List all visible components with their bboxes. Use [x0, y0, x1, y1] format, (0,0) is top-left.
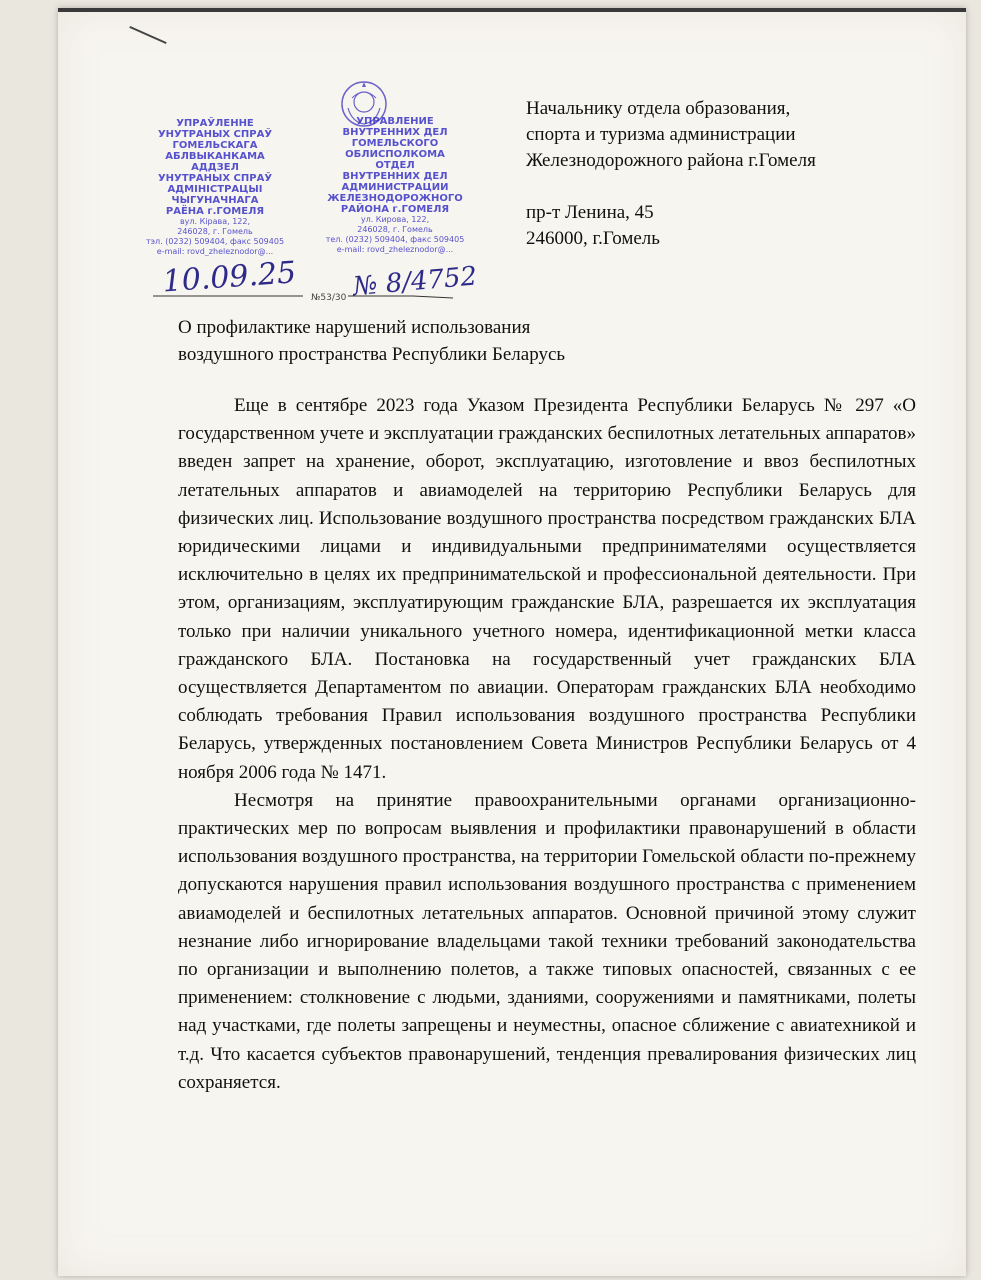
- stamp-address: вул. Кірава, 122,: [179, 217, 251, 226]
- body-paragraph: Еще в сентябре 2023 года Указом Президента Республики Беларусь № 297 «О государственном учете и эксплуатации гражданских беспилотных летательных аппаратов» введен запрет на хранение, оборот, эксплуатацию, изготовление и ввоз беспилотных летательных аппаратов и авиамоделей на территорию Республики Беларусь для физических лиц. Использование воздушного пространства посредством гражданских БЛА юридическими лицами и индивидуальными предпринимателями осуществляется исключительно в целях их предпринимательской и профессиональной деятельности. При этом, организациям, эксплуатирующим гражданские БЛА, разрешается их эксплуатация только при наличии уникального учетного номера, идентификационной метки класса гражданского БЛА. Постановка на государственный учет гражданских БЛА осуществляется Департаментом по авиации. Операторам гражданских БЛА необходимо соблюдать требования Правил использования воздушного пространства Республики Беларусь, утвержденных постановлением Совета Министров Республики Беларусь от 4 ноября 2006 года № 1471.: [178, 395, 916, 783]
- addressee-city: 246000, г.Гомель: [526, 228, 660, 249]
- addressee-street: пр-т Ленина, 45: [526, 202, 654, 223]
- letterhead-stamp-russian: [320, 116, 470, 255]
- stamp-line: ВНУТРЕННИХ ДЕЛ: [342, 171, 448, 182]
- subject-line: воздушного пространства Республики Беларусь: [178, 344, 566, 365]
- subject-line: О профилактике нарушений использования: [178, 317, 531, 338]
- stamp-phone: тэл. (0232) 509404, факс 509405: [145, 237, 285, 246]
- stamp-line: УПРАВЛЕНИЕ: [356, 116, 434, 127]
- stamp-address: ул. Кирова, 122,: [360, 215, 430, 224]
- pen-mark: [129, 26, 166, 44]
- stamp-line: РАЙОНА г.ГОМЕЛЯ: [340, 204, 450, 215]
- registration-date: 10.09.25: [161, 255, 298, 300]
- stamp-city: 246028, г. Гомель: [357, 225, 433, 234]
- stamp-line: УПРАЎЛЕННЕ: [176, 118, 254, 129]
- addressee-line: Железнодорожного района г.Гомеля: [526, 150, 816, 171]
- stamp-line: ЧЫГУНАЧНАГА: [171, 195, 259, 206]
- addressee-line: спорта и туризма администрации: [526, 124, 796, 145]
- letter-body: [178, 392, 916, 1097]
- stamp-line: АДМИНИСТРАЦИИ: [341, 182, 449, 193]
- stamp-line: АДМІНІСТРАЦЫІ: [167, 184, 263, 195]
- stamp-line: ГОМЕЛЬСКАГА: [172, 140, 258, 151]
- stamp-line: РАЁНА г.ГОМЕЛЯ: [165, 206, 265, 217]
- stamp-phone: тел. (0232) 509404, факс 509405: [325, 235, 465, 244]
- handwritten-registration: [153, 254, 513, 304]
- stamp-line: ОТДЕЛ: [375, 160, 415, 171]
- scan-edge: [58, 8, 966, 12]
- registration-number: № 8/4752: [351, 261, 479, 303]
- body-paragraph: Несмотря на принятие правоохранительными органами организационно-практических мер по вопросам выявления и профилактики правонарушений в области использования воздушного пространства, на территории Гомельской области по-прежнему допускаются нарушения правил использования воздушного пространства с применением авиамоделей и беспилотных летательных аппаратов. Основной причиной этому служит незнание либо игнорирование владельцами такой техники требований законодательства по организации и выполнению полетов, а также типовых опасностей, связанных с ее применением: столкновение с людьми, зданиями, сооружениями и памятниками, полеты над участками, где полеты запрещены и неуместны, опасное сближение с авиатехникой и т.д. Что касается субъектов правонарушений, тенденция превалирования физических лиц сохраняется.: [178, 789, 916, 1093]
- letter-subject: [178, 314, 698, 368]
- stamp-email: e-mail: rovd_zheleznodor@...: [336, 245, 454, 254]
- addressee-block: [526, 96, 946, 252]
- stamp-line: ОБЛИСПОЛКОМА: [345, 149, 445, 160]
- stamp-line: ГОМЕЛЬСКОГО: [351, 138, 439, 149]
- printed-reference: №53/30: [311, 293, 347, 303]
- stamp-line: АБЛВЫКАНКАМА: [165, 151, 265, 162]
- stamp-city: 246028, г. Гомель: [177, 227, 253, 236]
- document-page: [58, 8, 966, 1276]
- stamp-email: e-mail: rovd_zheleznodor@...: [156, 247, 274, 256]
- stamp-line: УНУТРАНЫХ СПРАЎ: [157, 173, 273, 184]
- letterhead-stamp-belarusian: [140, 118, 290, 257]
- stamp-line: АДДЗЕЛ: [191, 162, 239, 173]
- stamp-line: УНУТРАНЫХ СПРАЎ: [157, 129, 273, 140]
- stamp-line: ЖЕЛЕЗНОДОРОЖНОГО: [327, 193, 463, 204]
- stamp-line: ВНУТРЕННИХ ДЕЛ: [342, 127, 448, 138]
- addressee-line: Начальнику отдела образования,: [526, 98, 791, 119]
